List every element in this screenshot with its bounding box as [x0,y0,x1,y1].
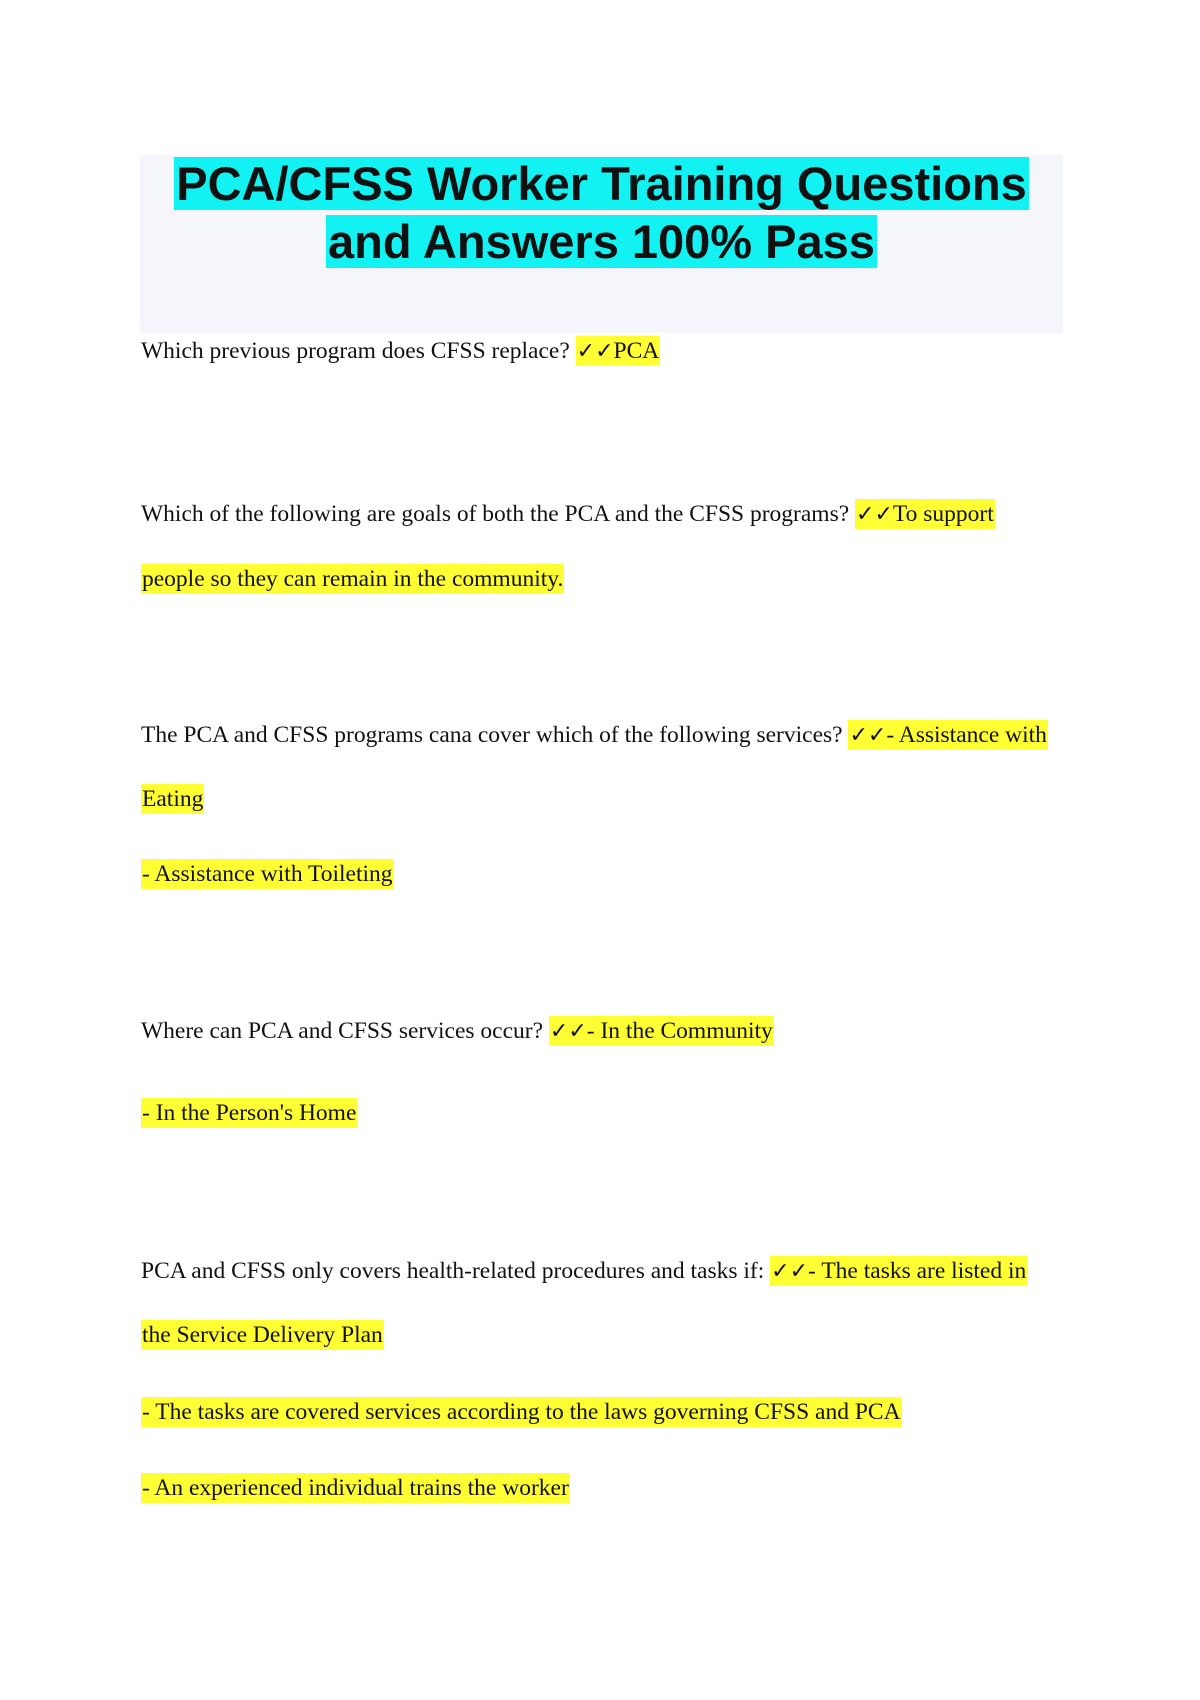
qa-3-answer [848,720,1047,750]
qa-4-answer [549,1016,774,1046]
qa-2-answer-line-2: people so they can remain in the community. [142,566,564,592]
qa-4-answer-item [141,1098,357,1128]
qa-4-question: Where can PCA and CFSS services occur? [141,1018,544,1044]
qa-5-answer-item [141,1397,902,1427]
qa-5-question-line [141,1256,1027,1287]
check-mark-icon: ✓✓ [549,1019,587,1044]
qa-5-answer-continuation [141,1320,384,1350]
qa-5-answer-line-3: - The tasks are covered services according to the laws governing CFSS and PCA [142,1399,901,1425]
qa-4-question-line [141,1016,774,1047]
qa-1-answer [576,336,661,366]
qa-3-question-line [141,720,1048,751]
title-line-1: PCA/CFSS Worker Training Questions [176,157,1027,210]
qa-2-answer-line-1: To support [892,501,994,527]
qa-3-answer-item [141,859,394,889]
qa-1-question: Which previous program does CFSS replace? [141,338,570,364]
qa-4-answer-line-1: - In the Community [586,1018,773,1044]
qa-4-answer-line-2: - In the Person's Home [142,1100,357,1126]
qa-3-answer-line-2: Eating [142,786,204,812]
qa-3-answer-line-3: - Assistance with Toileting [142,861,393,887]
check-mark-icon: ✓✓ [576,339,614,364]
document-title [140,155,1063,271]
qa-3-answer-continuation [141,784,204,814]
qa-5-answer-item [141,1473,570,1503]
qa-5-answer-line-4: - An experienced individual trains the worker [142,1475,569,1501]
qa-1-question-line [141,336,660,367]
qa-2-question: Which of the following are goals of both the PCA and the CFSS programs? [141,501,850,527]
qa-3-answer-line-1: - Assistance with [886,722,1047,748]
qa-5-question: PCA and CFSS only covers health-related procedures and tasks if: [141,1258,765,1284]
qa-5-answer-line-2: the Service Delivery Plan [142,1322,383,1348]
check-mark-icon: ✓✓ [771,1259,809,1284]
check-mark-icon: ✓✓ [849,723,887,748]
qa-2-question-line [141,499,995,530]
qa-2-answer [855,499,995,529]
title-line-2: and Answers 100% Pass [328,215,875,268]
qa-5-answer-line-1: - The tasks are listed in [808,1258,1027,1284]
qa-1-answer-line-1: PCA [613,338,660,364]
check-mark-icon: ✓✓ [856,502,893,527]
qa-3-question: The PCA and CFSS programs cana cover which of the following services? [141,722,843,748]
qa-2-answer-continuation [141,564,564,594]
qa-5-answer [770,1256,1027,1286]
